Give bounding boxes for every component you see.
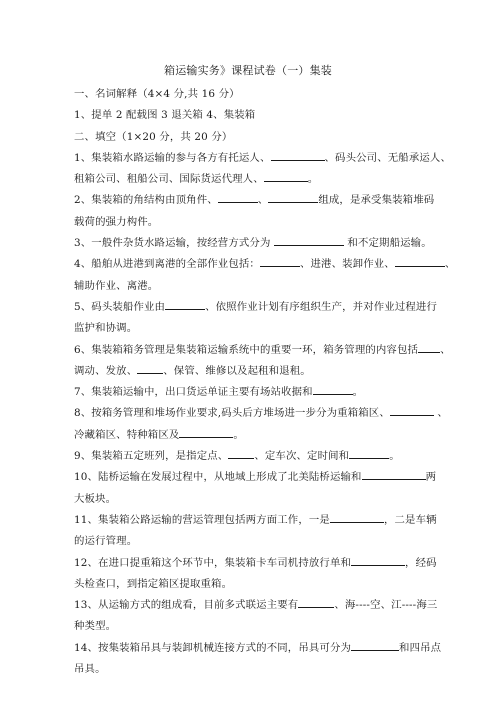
text-line xyxy=(74,361,424,382)
text-segment: 的运行管理。 xyxy=(74,535,138,548)
answer-blank[interactable] xyxy=(137,362,163,374)
text-segment: 14、按集装箱吊具与装卸机械连接方式的不同，吊具可分为 xyxy=(74,641,352,654)
text-segment: 、定车次、定时间和 xyxy=(254,450,350,463)
text-segment: 大板块。 xyxy=(74,492,117,505)
text-line xyxy=(74,467,437,488)
text-segment: 冷藏箱区、特种箱区及 xyxy=(74,428,180,441)
text-segment: 调动、发放、 xyxy=(74,364,138,377)
text-segment: 、依照作业计划有序组织生产，并对作业过程进行 xyxy=(205,300,437,313)
answer-blank[interactable] xyxy=(268,191,318,203)
text-segment: 13、从运输方式的组成看，目前多式联运主要有 xyxy=(74,599,299,612)
text-line xyxy=(74,595,438,616)
text-line xyxy=(74,318,424,339)
text-line xyxy=(74,340,451,361)
answer-blank[interactable] xyxy=(330,511,384,523)
text-line xyxy=(74,233,432,254)
text-line xyxy=(74,553,437,574)
text-line xyxy=(74,127,424,148)
answer-blank[interactable] xyxy=(390,404,434,416)
text-line xyxy=(74,105,424,126)
answer-blank[interactable] xyxy=(351,639,399,651)
text-segment: 、进港、装卸作业、 xyxy=(299,258,395,271)
text-segment: 。 xyxy=(233,428,244,441)
text-line xyxy=(74,169,424,190)
text-segment: 二、填空（1×20 分，共 20 分） xyxy=(74,130,233,143)
answer-blank[interactable] xyxy=(165,298,205,310)
text-segment: 、 xyxy=(433,407,448,420)
text-segment: 10、陆桥运输在发展过程中，从地域上形成了北美陆桥运输和 xyxy=(74,471,362,484)
answer-blank[interactable] xyxy=(362,468,426,480)
text-segment: 2、集装箱的角结构由顶角件、 xyxy=(74,194,218,207)
text-segment: 、 xyxy=(444,258,456,271)
text-line xyxy=(74,297,437,318)
text-line xyxy=(74,531,424,552)
text-line xyxy=(74,425,424,446)
text-segment: 和不定期船运输。 xyxy=(343,237,432,250)
text-segment: 一、名词解释（4×4 分,共 16 分） xyxy=(74,88,240,100)
text-segment: 、 xyxy=(440,343,451,356)
text-line xyxy=(74,659,424,680)
answer-blank[interactable] xyxy=(395,255,445,267)
text-line xyxy=(74,638,442,659)
text-segment: 9、集装箱五定班列，是指定点、 xyxy=(74,450,229,463)
answer-blank[interactable] xyxy=(351,554,405,566)
exam-body xyxy=(74,84,456,680)
text-segment: 监护和协调。 xyxy=(74,322,138,335)
answer-blank[interactable] xyxy=(298,596,334,608)
text-segment: 组成，是承受集装箱堆码 xyxy=(318,194,435,207)
text-segment: 租箱公司、租船公司、国际货运代理人、 xyxy=(74,173,264,186)
text-segment: 1、提单 2 配载图 3 退关箱 4、集装箱 xyxy=(74,109,256,122)
text-segment: 3、一般件杂货水路运输，按经营方式分为 xyxy=(74,237,274,250)
text-segment: ，经码 xyxy=(405,556,437,569)
answer-blank[interactable] xyxy=(274,234,344,246)
text-line xyxy=(74,254,456,275)
text-segment: 5、码头装船作业由 xyxy=(74,300,166,313)
text-segment: 种类型。 xyxy=(74,620,117,633)
text-line xyxy=(74,84,424,105)
text-line xyxy=(74,276,424,297)
text-segment: 12、在进口提重箱这个环节中，集装箱卡车司机持放行单和 xyxy=(74,556,352,569)
text-line xyxy=(74,446,424,467)
text-line xyxy=(74,616,424,637)
text-segment: 、码头公司、无船承运人、 xyxy=(324,151,451,164)
text-segment: 、海----空、江----海三 xyxy=(334,599,438,612)
answer-blank[interactable] xyxy=(218,191,258,203)
answer-blank[interactable] xyxy=(228,447,254,459)
text-segment: ，二是车辆 xyxy=(383,513,437,526)
text-segment: 和四吊点 xyxy=(399,641,442,654)
page-title: 箱运输实务》课程试卷（一）集装 xyxy=(164,64,332,77)
text-segment: 。 xyxy=(389,450,400,463)
text-segment: 。 xyxy=(352,386,364,399)
text-line xyxy=(74,382,424,403)
text-segment: 、保管、维修以及起租和退租。 xyxy=(163,364,311,377)
answer-blank[interactable] xyxy=(179,426,233,438)
answer-blank[interactable] xyxy=(271,149,325,161)
text-segment: 。 xyxy=(307,173,319,186)
answer-blank[interactable] xyxy=(313,383,353,395)
text-segment: 两 xyxy=(425,471,437,484)
answer-blank[interactable] xyxy=(349,447,389,459)
text-line xyxy=(74,190,435,211)
text-segment: 4、船舶从进港到离港的全部作业包括： xyxy=(74,258,260,271)
text-segment: 头检查口，到指定箱区提取重箱。 xyxy=(74,577,233,590)
text-line xyxy=(74,489,424,510)
text-segment: 吊具。 xyxy=(74,663,106,676)
text-line xyxy=(74,403,448,424)
text-segment: 7、集装箱运输中，出口货运单证主要有场站收据和 xyxy=(74,386,313,399)
text-segment: 辅助作业、离港。 xyxy=(74,279,159,292)
answer-blank[interactable] xyxy=(264,170,308,182)
text-segment: 8、按箱务管理和堆场作业要求,码头后方堆场进一步分为重箱箱区、 xyxy=(74,407,390,420)
text-segment: 1、集装箱水路运输的参与各方有托运人、 xyxy=(74,151,271,164)
text-line xyxy=(74,510,437,531)
text-segment: 、 xyxy=(257,194,269,207)
text-segment: 载荷的强力构件。 xyxy=(74,215,159,228)
text-segment: 6、集装箱箱务管理是集装箱运输系统中的重要一环，箱务管理的内容包括 xyxy=(74,343,419,356)
text-segment: 11、集装箱公路运输的营运管理包括两方面工作，一是 xyxy=(74,513,330,526)
text-line xyxy=(74,212,424,233)
answer-blank[interactable] xyxy=(260,255,300,267)
text-line xyxy=(74,148,451,169)
answer-blank[interactable] xyxy=(418,341,440,353)
text-line xyxy=(74,574,424,595)
